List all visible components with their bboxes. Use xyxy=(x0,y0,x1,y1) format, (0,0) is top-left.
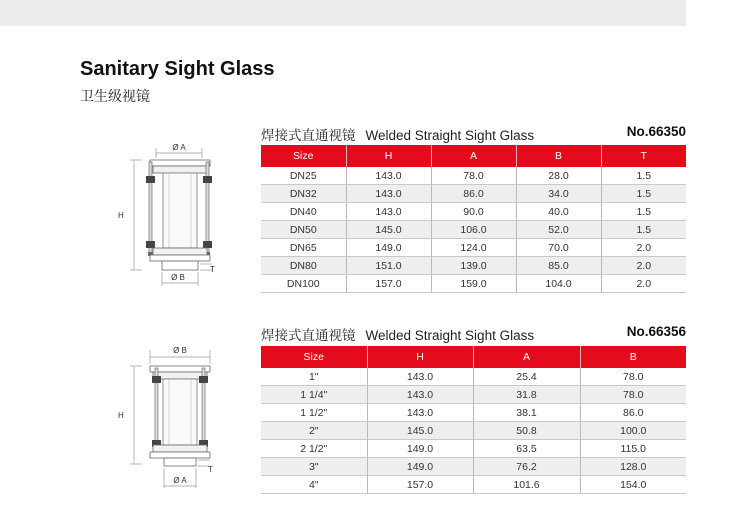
table-row xyxy=(261,203,686,221)
table-row xyxy=(261,239,686,257)
table-cell: 2 1/2" xyxy=(261,440,367,458)
column-header: B xyxy=(580,346,686,368)
section-2-heading xyxy=(261,324,686,342)
table-cell: DN100 xyxy=(261,275,346,293)
page-title: Sanitary Sight Glass xyxy=(80,58,275,80)
table-cell: DN25 xyxy=(261,167,346,185)
table-cell: 34.0 xyxy=(516,185,601,203)
table-cell: 104.0 xyxy=(516,275,601,293)
table-cell: 143.0 xyxy=(346,167,431,185)
table-cell: DN80 xyxy=(261,257,346,275)
table-row xyxy=(261,458,686,476)
section-2-model-number: No.66356 xyxy=(626,324,686,339)
table-cell: 143.0 xyxy=(367,368,473,386)
section-2-technical-drawing xyxy=(108,342,230,494)
table-cell: 2" xyxy=(261,422,367,440)
table-cell: 52.0 xyxy=(516,221,601,239)
table-cell: 143.0 xyxy=(346,203,431,221)
table-cell: 4" xyxy=(261,476,367,494)
column-header: Size xyxy=(261,145,346,167)
column-header: A xyxy=(473,346,580,368)
column-header: H xyxy=(346,145,431,167)
table-cell: 157.0 xyxy=(367,476,473,494)
section-1-dim-bottom-label: Ø B xyxy=(171,273,185,282)
table-cell: 78.0 xyxy=(580,368,686,386)
table-cell: 1.5 xyxy=(601,185,686,203)
table-cell: 106.0 xyxy=(431,221,516,239)
page-subtitle: 卫生级视镜 xyxy=(80,88,150,104)
table-cell: 90.0 xyxy=(431,203,516,221)
table-row xyxy=(261,167,686,185)
table-cell: DN50 xyxy=(261,221,346,239)
table-row xyxy=(261,275,686,293)
table-cell: 1.5 xyxy=(601,221,686,239)
table-cell: 2.0 xyxy=(601,275,686,293)
table-cell: 1.5 xyxy=(601,203,686,221)
table-cell: 38.1 xyxy=(473,404,580,422)
table-cell: 143.0 xyxy=(367,386,473,404)
table-cell: 28.0 xyxy=(516,167,601,185)
table-row xyxy=(261,404,686,422)
section-2-heading-en: Welded Straight Sight Glass xyxy=(365,328,535,343)
table-header-row xyxy=(261,346,686,368)
table-cell: DN32 xyxy=(261,185,346,203)
table-cell: 3" xyxy=(261,458,367,476)
table-cell: 145.0 xyxy=(346,221,431,239)
table-cell: 78.0 xyxy=(431,167,516,185)
section-1-dim-height-label: H xyxy=(118,211,124,220)
table-row xyxy=(261,386,686,404)
section-1-technical-drawing xyxy=(108,140,230,290)
table-cell: 86.0 xyxy=(431,185,516,203)
table-row xyxy=(261,476,686,494)
column-header: T xyxy=(601,145,686,167)
table-cell: 86.0 xyxy=(580,404,686,422)
table-cell: 100.0 xyxy=(580,422,686,440)
section-1-heading-cn: 焊接式直通视镜 xyxy=(261,128,356,143)
table-cell: 124.0 xyxy=(431,239,516,257)
section-2-heading-cn: 焊接式直通视镜 xyxy=(261,328,356,343)
column-header: H xyxy=(367,346,473,368)
table-cell: 154.0 xyxy=(580,476,686,494)
table-row xyxy=(261,221,686,239)
table-cell: 1 1/2" xyxy=(261,404,367,422)
table-cell: 2.0 xyxy=(601,257,686,275)
table-cell: DN40 xyxy=(261,203,346,221)
table-cell: 143.0 xyxy=(346,185,431,203)
column-header: A xyxy=(431,145,516,167)
top-band xyxy=(0,0,686,26)
table-cell: 101.6 xyxy=(473,476,580,494)
table-cell: 63.5 xyxy=(473,440,580,458)
table-cell: 76.2 xyxy=(473,458,580,476)
section-1-heading xyxy=(261,124,686,142)
table-cell: 1 1/4" xyxy=(261,386,367,404)
table-cell: 70.0 xyxy=(516,239,601,257)
table-row xyxy=(261,185,686,203)
section-1-dim-top-label: Ø A xyxy=(172,143,186,152)
table-cell: 25.4 xyxy=(473,368,580,386)
table-cell: 139.0 xyxy=(431,257,516,275)
section-2-dim-height-label: H xyxy=(118,411,124,420)
table-row xyxy=(261,368,686,386)
table-cell: 157.0 xyxy=(346,275,431,293)
table-cell: 145.0 xyxy=(367,422,473,440)
section-1-dim-thickness-label: T xyxy=(210,265,215,274)
table-cell: 149.0 xyxy=(367,458,473,476)
table-cell: 1.5 xyxy=(601,167,686,185)
table-cell: 50.8 xyxy=(473,422,580,440)
table-cell: 78.0 xyxy=(580,386,686,404)
table-row xyxy=(261,257,686,275)
column-header: B xyxy=(516,145,601,167)
section-1-heading-en: Welded Straight Sight Glass xyxy=(365,128,535,143)
table-row xyxy=(261,440,686,458)
table-cell: 115.0 xyxy=(580,440,686,458)
column-header: Size xyxy=(261,346,367,368)
section-2-dim-top-label: Ø B xyxy=(173,346,187,355)
table-cell: 1" xyxy=(261,368,367,386)
section-2-dim-thickness-label: T xyxy=(208,465,213,474)
table-cell: 159.0 xyxy=(431,275,516,293)
section-1-spec-table xyxy=(261,145,686,293)
table-row xyxy=(261,422,686,440)
table-cell: 143.0 xyxy=(367,404,473,422)
table-cell: 128.0 xyxy=(580,458,686,476)
table-cell: DN65 xyxy=(261,239,346,257)
table-cell: 149.0 xyxy=(367,440,473,458)
table-cell: 149.0 xyxy=(346,239,431,257)
table-header-row xyxy=(261,145,686,167)
table-cell: 40.0 xyxy=(516,203,601,221)
section-2-spec-table xyxy=(261,346,686,494)
section-1-model-number: No.66350 xyxy=(626,124,686,139)
table-cell: 151.0 xyxy=(346,257,431,275)
table-cell: 31.8 xyxy=(473,386,580,404)
section-2-dim-bottom-label: Ø A xyxy=(173,476,187,485)
table-cell: 85.0 xyxy=(516,257,601,275)
table-cell: 2.0 xyxy=(601,239,686,257)
